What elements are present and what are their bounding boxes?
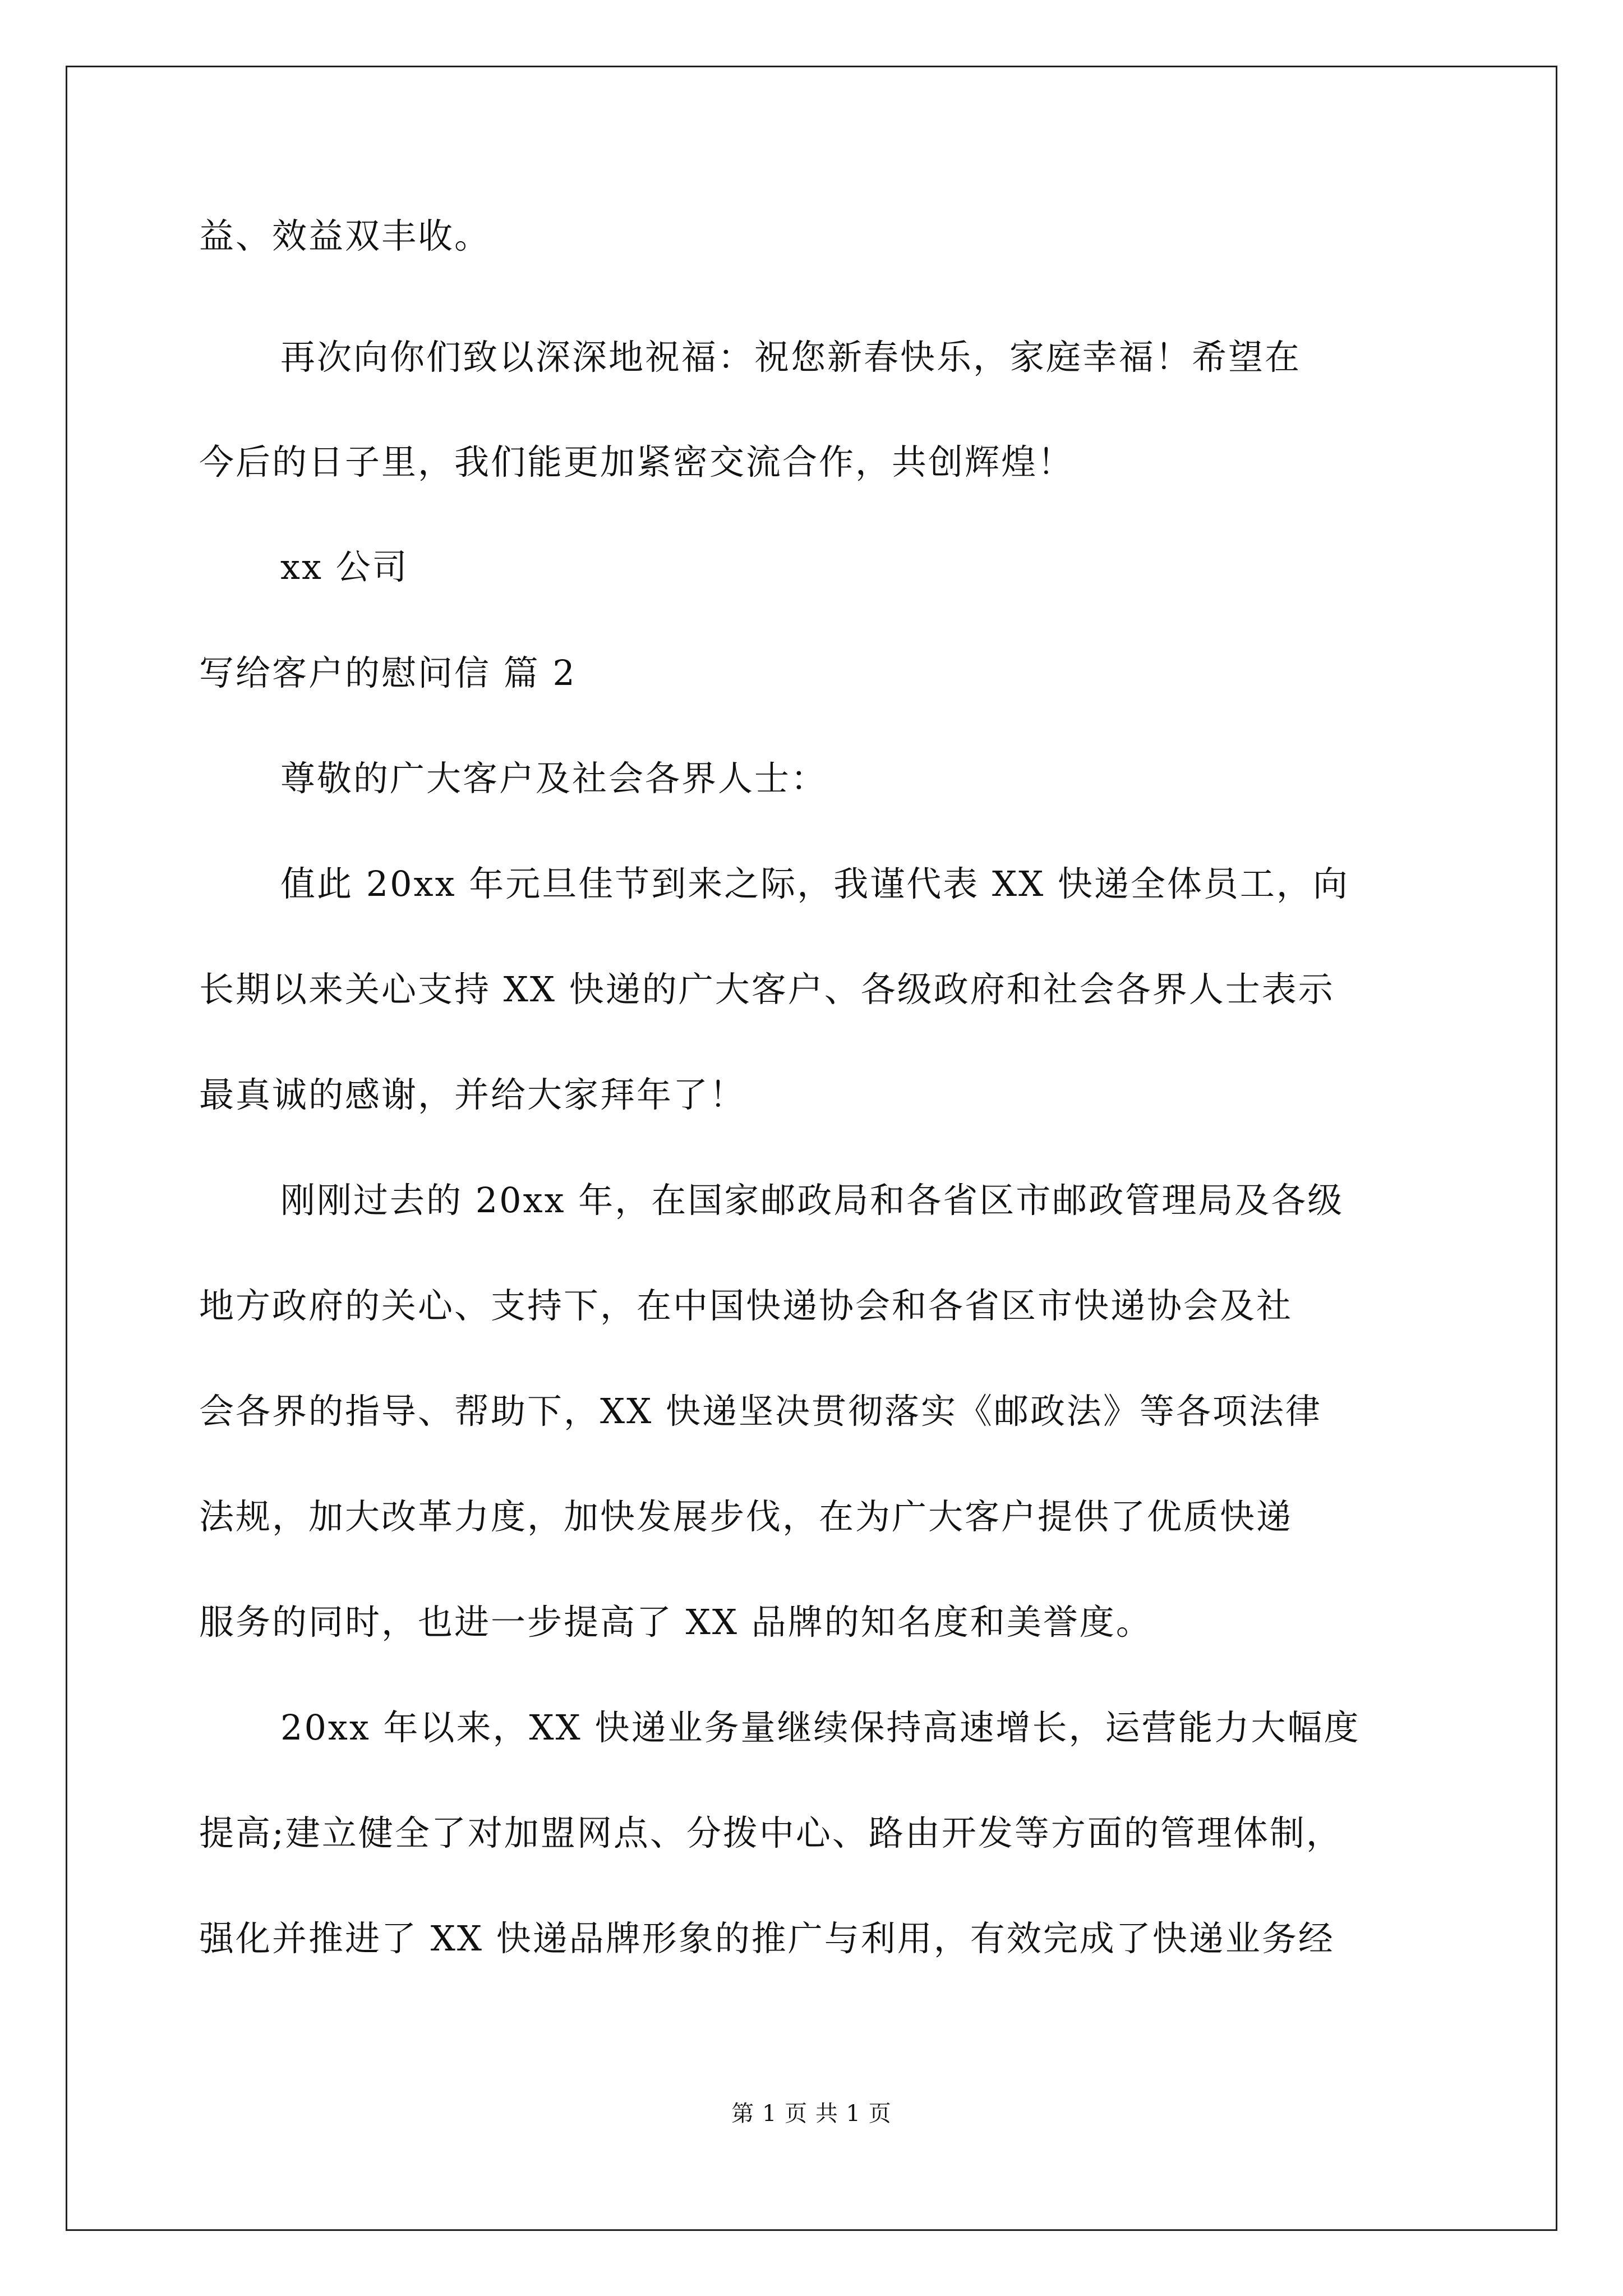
text-line: 地方政府的关心、支持下，在中国快递协会和各省区市快递协会及社 (199, 1285, 1293, 1326)
text-line: 值此 20xx 年元旦佳节到来之际，我谨代表 XX 快递全体员工，向 (280, 863, 1349, 904)
text-line: 益、效益双丰收。 (199, 215, 491, 256)
text-line: 20xx 年以来，XX 快递业务量继续保持高速增长，运营能力大幅度 (280, 1707, 1361, 1748)
text-line: 长期以来关心支持 XX 快递的广大客户、各级政府和社会各界人士表示 (199, 969, 1335, 1010)
salutation: 尊敬的广大客户及社会各界人士： (280, 758, 828, 799)
text-line: 会各界的指导、帮助下，XX 快递坚决贯彻落实《邮政法》等各项法律 (199, 1391, 1322, 1432)
text-line: 提高;建立健全了对加盟网点、分拨中心、路由开发等方面的管理体制， (199, 1812, 1343, 1853)
text-line: 再次向你们致以深深地祝福：祝您新春快乐，家庭幸福！希望在 (280, 337, 1302, 378)
text-line: 强化并推进了 XX 快递品牌形象的推广与利用，有效完成了快递业务经 (199, 1918, 1335, 1959)
page-footer: 第 1 页 共 1 页 (731, 2101, 892, 2127)
signature-company: xx 公司 (280, 546, 409, 587)
text-line: 法规，加大改革力度，加快发展步伐，在为广大客户提供了优质快递 (199, 1496, 1293, 1537)
section-heading: 写给客户的慰问信 篇 2 (199, 652, 577, 693)
text-line: 最真诚的感谢，并给大家拜年了！ (199, 1074, 746, 1115)
text-line: 今后的日子里，我们能更加紧密交流合作，共创辉煌！ (199, 441, 1075, 482)
text-line: 服务的同时，也进一步提高了 XX 品牌的知名度和美誉度。 (199, 1602, 1152, 1642)
text-line: 刚刚过去的 20xx 年，在国家邮政局和各省区市邮政管理局及各级 (280, 1180, 1344, 1221)
page-border (66, 66, 1557, 2231)
